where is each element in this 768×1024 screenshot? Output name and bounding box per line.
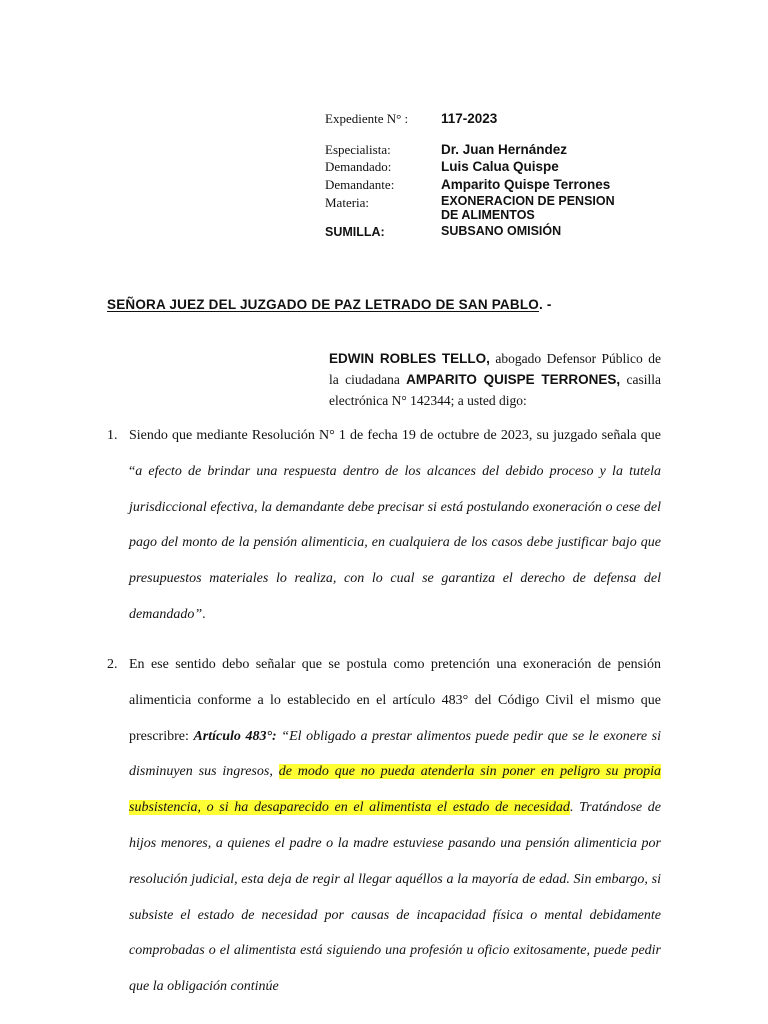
- demandado-value: Luis Calua Quispe: [441, 159, 559, 174]
- addressee-suffix: . -: [538, 297, 552, 312]
- intro-text-2: casilla electrónica N° 142344; a usted digo:: [329, 372, 661, 408]
- client-name: AMPARITO QUISPE TERRONES,: [406, 372, 621, 387]
- especialista-value: Dr. Juan Hernández: [441, 142, 568, 157]
- paragraph-1-number: 1.: [107, 428, 118, 443]
- paragraph-1-lead: Siendo que mediante Resolución N° 1 de fecha 19 de octubre de 2023, su juzgado señala que “: [129, 428, 661, 479]
- paragraph-1-end: .: [202, 606, 206, 622]
- demandante-label: Demandante:: [325, 177, 395, 192]
- attorney-name: EDWIN ROBLES TELLO,: [329, 351, 490, 366]
- article-reference: Artículo 483°:: [193, 728, 277, 744]
- paragraph-2-lead: En ese sentido debo señalar que se postula como pretención una exoneración de pensión alimenticia conforme a lo establecido en el artículo 483° del Código Civil el mismo que prescribre:: [129, 657, 661, 744]
- addressee: [107, 297, 552, 312]
- especialista-label: Especialista:: [325, 142, 391, 157]
- expediente-label: Expediente N° :: [325, 111, 409, 126]
- materia-value: EXONERACION DE PENSION DE ALIMENTOS: [441, 194, 615, 222]
- paragraph-2-quote-a: “El obligado a prestar alimentos puede pedir que se le exonere si disminuyen sus ingresos,: [129, 728, 662, 780]
- demandado-label: Demandado:: [325, 159, 392, 174]
- intro-text-1: abogado Defensor Público de la ciudadana: [329, 351, 661, 387]
- expediente-value: 117-2023: [441, 111, 498, 126]
- demandante-value: Amparito Quispe Terrones: [441, 177, 611, 192]
- addressee-text: SEÑORA JUEZ DEL JUZGADO DE PAZ LETRADO DE SAN PABLO: [107, 297, 539, 312]
- highlighted-text: de modo que no pueda atenderla sin poner en peligro su propia subsistencia, o si ha desaparecido en el alimentista el estado de necesidad: [129, 764, 661, 816]
- paragraph-2-quote-b: . Tratándose de hijos menores, a quienes el padre o la madre estuviese pasando una pensión alimenticia por resolución judicial, esta deja de regir al llegar aquéllos a la mayoría de edad. Sin embargo, si subsiste el estado de necesidad por causas de incapacidad física o mental debidamente comprobadas o el alimentista está siguiendo una profesión u oficio exitosamente, puede pedir que la obligación continúe: [129, 800, 662, 995]
- paragraph-2-number: 2.: [107, 657, 118, 672]
- sumilla-label: SUMILLA:: [325, 225, 385, 239]
- intro-block: [329, 348, 661, 411]
- materia-label: Materia:: [325, 195, 370, 210]
- paragraph-1-quote: a efecto de brindar una respuesta dentro de los alcances del debido proceso y la tutela jurisdiccional efectiva, la demandante debe precisar si está postulando exoneración o cese del pago del monto de la pensión alimenticia, en cualquiera de los casos debe justificar bajo que presupuestos materiales lo realiza, con lo cual se garantiza el derecho de defensa del demandado”: [129, 463, 661, 622]
- paragraph-1: [129, 418, 661, 633]
- sumilla-value: SUBSANO OMISIÓN: [441, 224, 562, 238]
- paragraph-2: [129, 647, 661, 1005]
